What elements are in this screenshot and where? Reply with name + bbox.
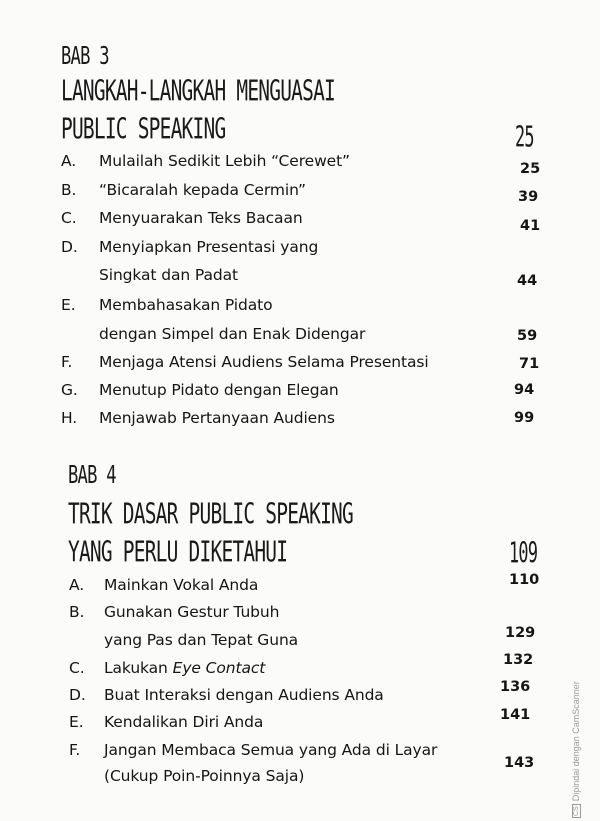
bab4-page-number: 109 <box>509 536 538 570</box>
toc-entry-letter: G. <box>61 381 78 399</box>
toc-entry-page: 44 <box>517 273 538 289</box>
toc-entry-page: 129 <box>505 625 536 641</box>
toc-entry-page: 39 <box>518 189 539 205</box>
toc-entry-title-cont: dengan Simpel dan Enak Didengar <box>99 325 366 343</box>
toc-entry-page: 141 <box>500 707 531 723</box>
bab4-label: BAB 4 <box>68 461 116 490</box>
toc-entry-title: “Bicaralah kepada Cermin” <box>99 181 306 199</box>
toc-entry-page: 132 <box>503 652 534 668</box>
toc-entry-title-cont: (Cukup Poin-Poinnya Saja) <box>104 767 305 785</box>
toc-entry-letter: A. <box>69 576 85 594</box>
toc-entry-page: 136 <box>500 679 531 695</box>
toc-entry-title: Menyuarakan Teks Bacaan <box>99 209 303 227</box>
toc-entry-page: 41 <box>520 218 541 234</box>
bab3-title-line1: LANGKAH-LANGKAH MENGUASAI <box>61 74 336 108</box>
toc-entry-title <box>104 659 265 677</box>
toc-entry-title-italic: Eye Contact <box>172 659 266 677</box>
bab4-title-line1: TRIK DASAR PUBLIC SPEAKING <box>68 497 353 531</box>
toc-entry-page: 71 <box>519 356 540 372</box>
camscanner-logo-icon: CS <box>573 806 581 816</box>
toc-entry-title-cont: yang Pas dan Tepat Guna <box>104 631 299 649</box>
toc-entry-letter: B. <box>61 181 77 199</box>
toc-entry-letter: D. <box>61 238 78 256</box>
toc-entry-letter: C. <box>61 209 77 227</box>
toc-entry-letter: E. <box>69 713 84 731</box>
toc-entry-letter: H. <box>61 409 78 427</box>
toc-entry-title: Gunakan Gestur Tubuh <box>104 603 280 621</box>
toc-entry-letter: C. <box>69 659 85 677</box>
camscanner-text: Dipindai dengan CamScanner <box>571 681 581 802</box>
toc-entry-title: Kendalikan Diri Anda <box>104 713 264 731</box>
toc-entry-letter: F. <box>61 353 73 371</box>
toc-entry-letter: F. <box>69 741 81 759</box>
toc-entry-letter: B. <box>69 603 85 621</box>
toc-entry-page: 59 <box>517 328 538 344</box>
toc-entry-title: Mainkan Vokal Anda <box>104 576 259 594</box>
bab3-page-number: 25 <box>515 120 534 154</box>
toc-entry-title: Mulailah Sedikit Lebih “Cerewet” <box>99 152 350 170</box>
toc-entry-page: 110 <box>509 572 540 588</box>
toc-entry-page: 25 <box>520 161 541 177</box>
toc-entry-title: Membahasakan Pidato <box>99 296 273 314</box>
bab3-title-line2: PUBLIC SPEAKING <box>61 112 226 146</box>
toc-entry-title: Menyiapkan Presentasi yang <box>99 238 319 256</box>
bab3-label: BAB 3 <box>61 42 109 71</box>
bab4-title-line2: YANG PERLU DIKETAHUI <box>68 535 288 569</box>
toc-entry-letter: E. <box>61 296 76 314</box>
toc-entry-page: 143 <box>504 755 535 771</box>
toc-entry-page: 99 <box>514 410 535 426</box>
camscanner-watermark <box>571 681 581 818</box>
toc-entry-title: Jangan Membaca Semua yang Ada di Layar <box>104 741 438 759</box>
toc-entry-title: Buat Interaksi dengan Audiens Anda <box>104 686 384 704</box>
toc-entry-title: Menjawab Pertanyaan Audiens <box>99 409 335 427</box>
toc-entry-title-plain: Lakukan <box>104 659 173 677</box>
toc-entry-title: Menutup Pidato dengan Elegan <box>99 381 339 399</box>
toc-entry-title-cont: Singkat dan Padat <box>99 266 238 284</box>
toc-entry-title: Menjaga Atensi Audiens Selama Presentasi <box>99 353 429 371</box>
toc-entry-letter: D. <box>69 686 86 704</box>
toc-entry-page: 94 <box>514 382 535 398</box>
toc-entry-letter: A. <box>61 152 77 170</box>
